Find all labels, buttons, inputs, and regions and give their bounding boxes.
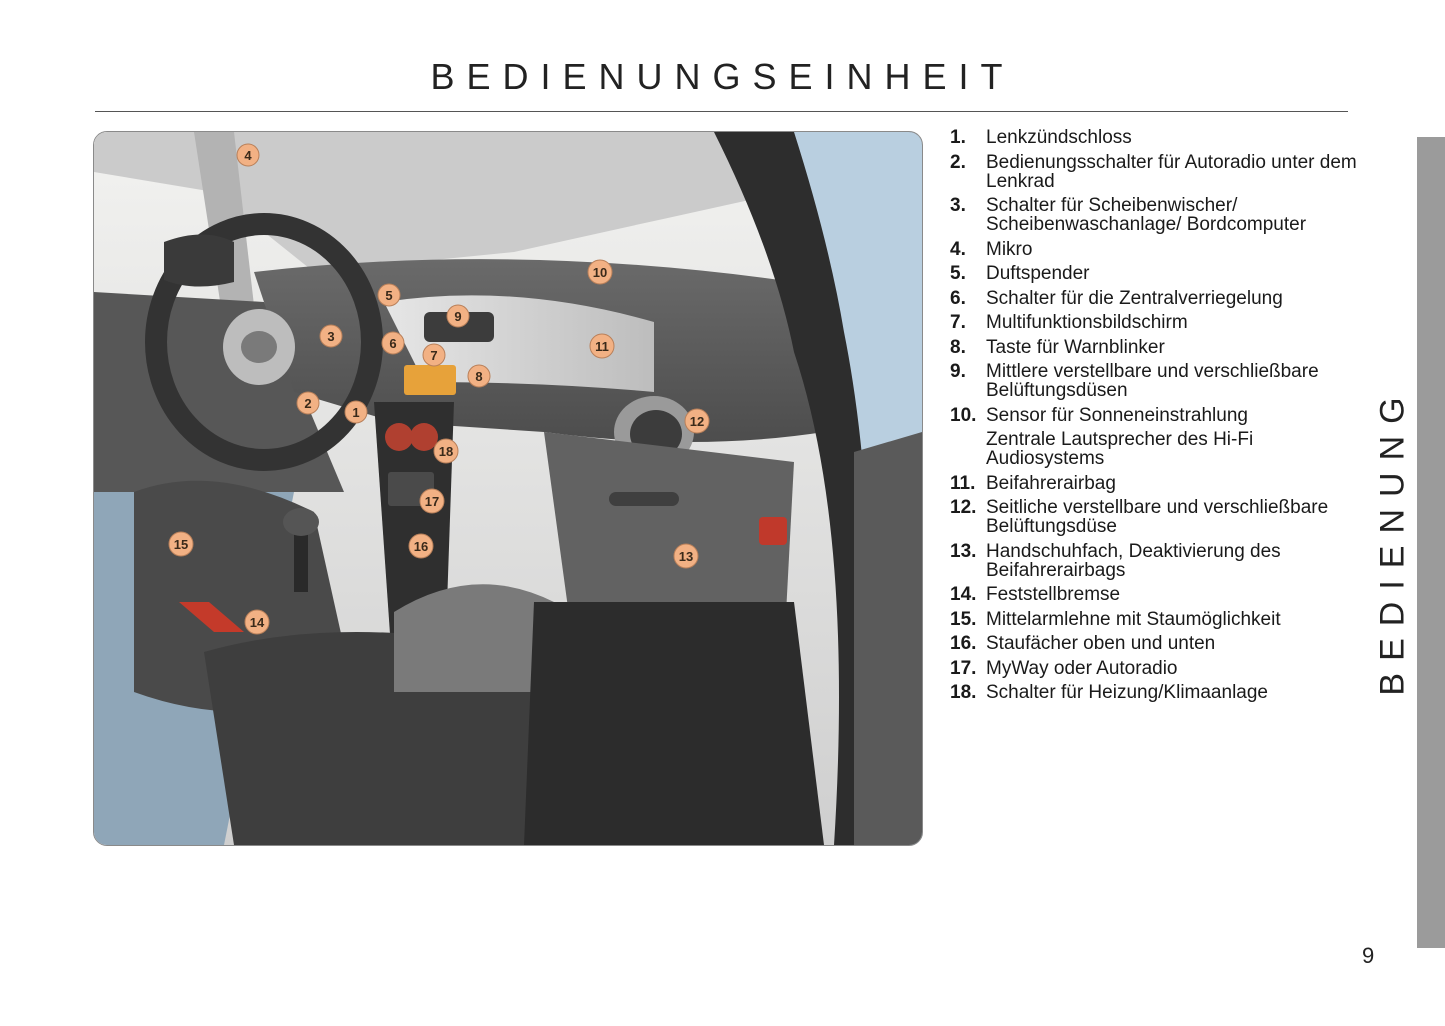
callout-13: [674, 544, 698, 568]
callout-14: [245, 610, 269, 634]
legend-item: [950, 406, 1360, 425]
legend-text: Beifahrerairbag: [986, 472, 1116, 494]
legend-item: [950, 362, 1360, 400]
callout-13-label: 13: [678, 549, 694, 564]
legend-item: [950, 289, 1360, 308]
legend-item: [950, 264, 1360, 283]
legend-text: Taste für Warnblinker: [986, 336, 1165, 358]
section-label: [1368, 380, 1418, 700]
legend-text: Staufächer oben und unten: [986, 633, 1216, 654]
legend-number: 15.: [950, 608, 977, 630]
callout-3-label: 3: [327, 329, 335, 344]
callout-12-label: 12: [689, 414, 705, 429]
legend-text: Sensor für Sonneneinstrahlung: [986, 404, 1248, 426]
section-tab-bar: [1417, 137, 1445, 948]
legend-text: Mittelarmlehne mit Staumöglichkeit: [986, 608, 1281, 630]
legend-text: Seitliche verstellbare und verschließbare Belüftungsdüse: [986, 497, 1329, 537]
callout-8: [468, 365, 490, 387]
legend-item: [950, 196, 1360, 234]
legend-text: Bedienungsschalter für Autoradio unter dem Lenkrad: [986, 151, 1357, 192]
legend-item: [950, 585, 1360, 604]
callout-6: [382, 332, 404, 354]
callout-15-label: 15: [173, 537, 189, 552]
legend-text: Schalter für Heizung/Klimaanlage: [986, 682, 1268, 703]
legend-item: [950, 240, 1360, 259]
legend-text: MyWay oder Autoradio: [986, 657, 1178, 679]
legend-text: Multifunktionsbildschirm: [986, 312, 1188, 333]
callout-17-label: 17: [424, 494, 440, 509]
legend-item: [950, 683, 1360, 702]
callout-14-label: 14: [249, 615, 265, 630]
callout-4: [237, 144, 259, 166]
legend-text: Lenkzündschloss: [986, 127, 1132, 148]
page-number: 9: [1362, 943, 1375, 968]
legend-text: Feststellbremse: [986, 584, 1121, 605]
legend-item: [950, 128, 1360, 147]
callout-2-label: 2: [304, 396, 312, 411]
legend-text: Mittlere verstellbare und verschließbare Belüftungsdüsen: [986, 361, 1319, 401]
section-label-text: BEDIENUNG: [1373, 384, 1412, 696]
legend-number: 12.: [950, 497, 977, 518]
legend-number: 13.: [950, 540, 977, 562]
callout-2: [297, 392, 319, 414]
legend-text: Handschuhfach, Deaktivierung des Beifahrerairbags: [986, 540, 1281, 581]
callout-1: [345, 401, 367, 423]
legend-number: 4.: [950, 238, 966, 260]
callout-9-label: 9: [454, 309, 462, 324]
callout-9: [447, 305, 469, 327]
legend-number: 6.: [950, 287, 966, 309]
callout-11-label: 11: [595, 339, 609, 354]
dashboard-illustration: [93, 131, 923, 846]
callout-12: [685, 409, 709, 433]
legend-number: 11.: [950, 472, 976, 494]
legend-number: 8.: [950, 336, 966, 358]
callout-6-label: 6: [389, 336, 397, 351]
legend-item: [950, 542, 1360, 580]
legend-number: 18.: [950, 682, 977, 703]
callout-1-label: 1: [352, 405, 360, 420]
callout-16-label: 16: [413, 539, 429, 554]
callout-10: [588, 260, 612, 284]
callout-18: [434, 439, 458, 463]
legend-number: 9.: [950, 361, 966, 382]
legend-item: [950, 313, 1360, 332]
legend-list: [950, 128, 1360, 708]
legend-number: 3.: [950, 195, 966, 216]
legend-text: Schalter für Scheibenwischer/ Scheibenwaschanlage/ Bordcomputer: [986, 195, 1307, 235]
callout-3: [320, 325, 342, 347]
legend-number: 5.: [950, 263, 966, 284]
legend-item: [950, 610, 1360, 629]
callout-15: [169, 532, 193, 556]
legend-number: 1.: [950, 127, 966, 148]
callout-16: [409, 534, 433, 558]
legend-item: [986, 430, 1360, 468]
legend-number: 7.: [950, 312, 966, 333]
legend-item: [950, 474, 1360, 493]
callout-10-label: 10: [592, 265, 608, 280]
title-divider: [95, 111, 1348, 112]
callout-5: [378, 284, 400, 306]
legend-text: Duftspender: [986, 263, 1090, 284]
legend-number: 2.: [950, 151, 966, 173]
callout-7: [423, 344, 445, 366]
callout-5-label: 5: [385, 288, 393, 303]
legend-item: [950, 153, 1360, 191]
legend-number: 14.: [950, 584, 977, 605]
legend-item: [950, 338, 1360, 357]
legend-number: 16.: [950, 633, 977, 654]
legend-text: Mikro: [986, 238, 1033, 260]
legend-text: Schalter für die Zentralverriegelung: [986, 287, 1283, 309]
legend-number: 17.: [950, 657, 977, 679]
callout-18-label: 18: [438, 444, 454, 459]
legend-number: 10.: [950, 404, 977, 426]
callout-4-label: 4: [244, 148, 252, 163]
legend-item: [950, 498, 1360, 536]
callout-8-label: 8: [475, 369, 483, 384]
callout-17: [420, 489, 444, 513]
callout-11: [590, 334, 614, 358]
page-title: BEDIENUNGSEINHEIT: [430, 56, 1015, 97]
legend-item: [950, 659, 1360, 678]
callout-7-label: 7: [430, 348, 438, 363]
legend-text: Zentrale Lautsprecher des Hi-Fi Audiosystems: [986, 429, 1254, 469]
legend-item: [950, 634, 1360, 653]
